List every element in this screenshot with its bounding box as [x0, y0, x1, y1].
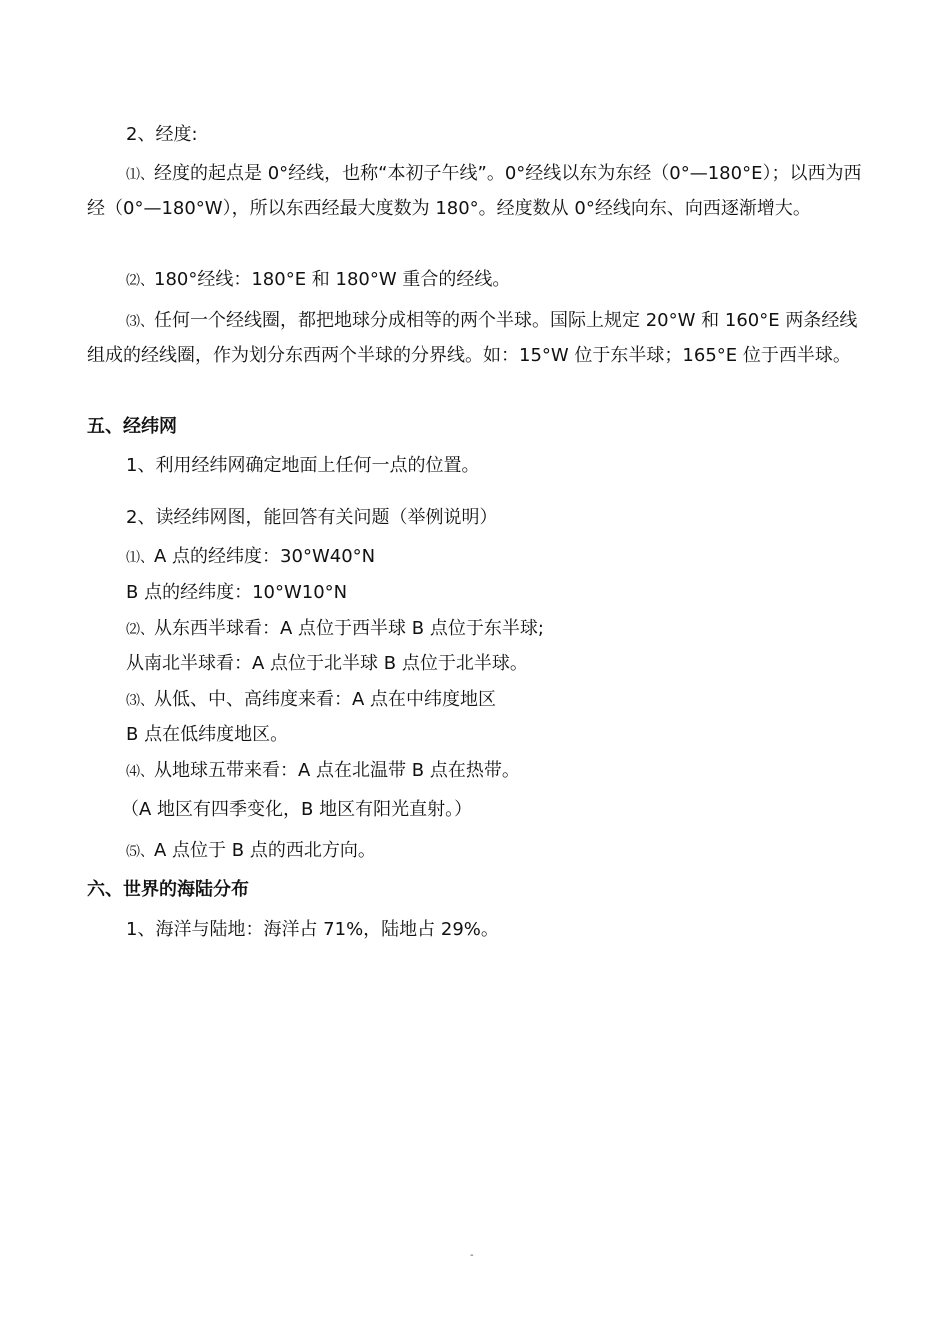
- question-5-line-a: [126, 839, 376, 864]
- question-number: ⑵、: [126, 622, 154, 638]
- question-1-line-b: B 点的经纬度：10°W10°N: [126, 582, 348, 603]
- section5-item-1: 1、利用经纬网确定地面上任何一点的位置。: [126, 455, 480, 476]
- question-number: ⑸、: [126, 844, 154, 860]
- paragraph-number: ⑴、: [126, 167, 154, 183]
- question-number: ⑷、: [126, 764, 154, 780]
- section-heading-5: 五、经纬网: [87, 416, 177, 437]
- question-number: ⑴、: [126, 550, 154, 566]
- question-text: A 点的经纬度：30°W40°N: [154, 546, 376, 567]
- question-1-line-a: [126, 545, 375, 570]
- paragraph-text: 经度的起点是 0°经线，也称“本初子午线”。0°经线以东为东经（0°—180°E）；以西为西经（0°—180°W），所以东西经最大度数为 180°。经度数从 0°经线向东、向西逐渐增大。: [87, 163, 862, 219]
- question-2-line-a: [126, 617, 544, 642]
- paragraph-number: ⑶、: [126, 314, 154, 330]
- longitude-paragraph-1: [87, 157, 864, 226]
- question-3-line-a: [126, 688, 496, 713]
- section-heading-6: 六、世界的海陆分布: [87, 879, 249, 900]
- longitude-paragraph-3: [87, 304, 864, 373]
- section5-item-2: 2、读经纬网图，能回答有关问题（举例说明）: [126, 507, 498, 528]
- question-number: ⑶、: [126, 693, 154, 709]
- paragraph-number: ⑵、: [126, 273, 154, 289]
- question-4-line-a: [126, 759, 520, 784]
- question-4-line-b: （A 地区有四季变化，B 地区有阳光直射。）: [121, 799, 473, 820]
- question-text: 从低、中、高纬度来看：A 点在中纬度地区: [154, 689, 497, 710]
- question-3-line-b: B 点在低纬度地区。: [126, 724, 289, 745]
- question-text: A 点位于 B 点的西北方向。: [154, 840, 376, 861]
- longitude-paragraph-2: [126, 268, 510, 293]
- question-text: 从地球五带来看：A 点在北温带 B 点在热带。: [154, 760, 520, 781]
- page-footer-mark: -: [470, 1250, 474, 1261]
- section6-item-1: 1、海洋与陆地：海洋占 71%，陆地占 29%。: [126, 919, 499, 940]
- question-text: 从东西半球看：A 点位于西半球 B 点位于东半球;: [154, 618, 544, 639]
- question-2-line-b: 从南北半球看：A 点位于北半球 B 点位于北半球。: [126, 653, 528, 674]
- paragraph-text: 180°经线：180°E 和 180°W 重合的经线。: [154, 269, 511, 290]
- longitude-title: 2、经度:: [126, 124, 198, 145]
- paragraph-text: 任何一个经线圈，都把地球分成相等的两个半球。国际上规定 20°W 和 160°E 两条经线组成的经线圈，作为划分东西两个半球的分界线。如：15°W 位于东半球；165°E 位于西半球。: [87, 310, 858, 366]
